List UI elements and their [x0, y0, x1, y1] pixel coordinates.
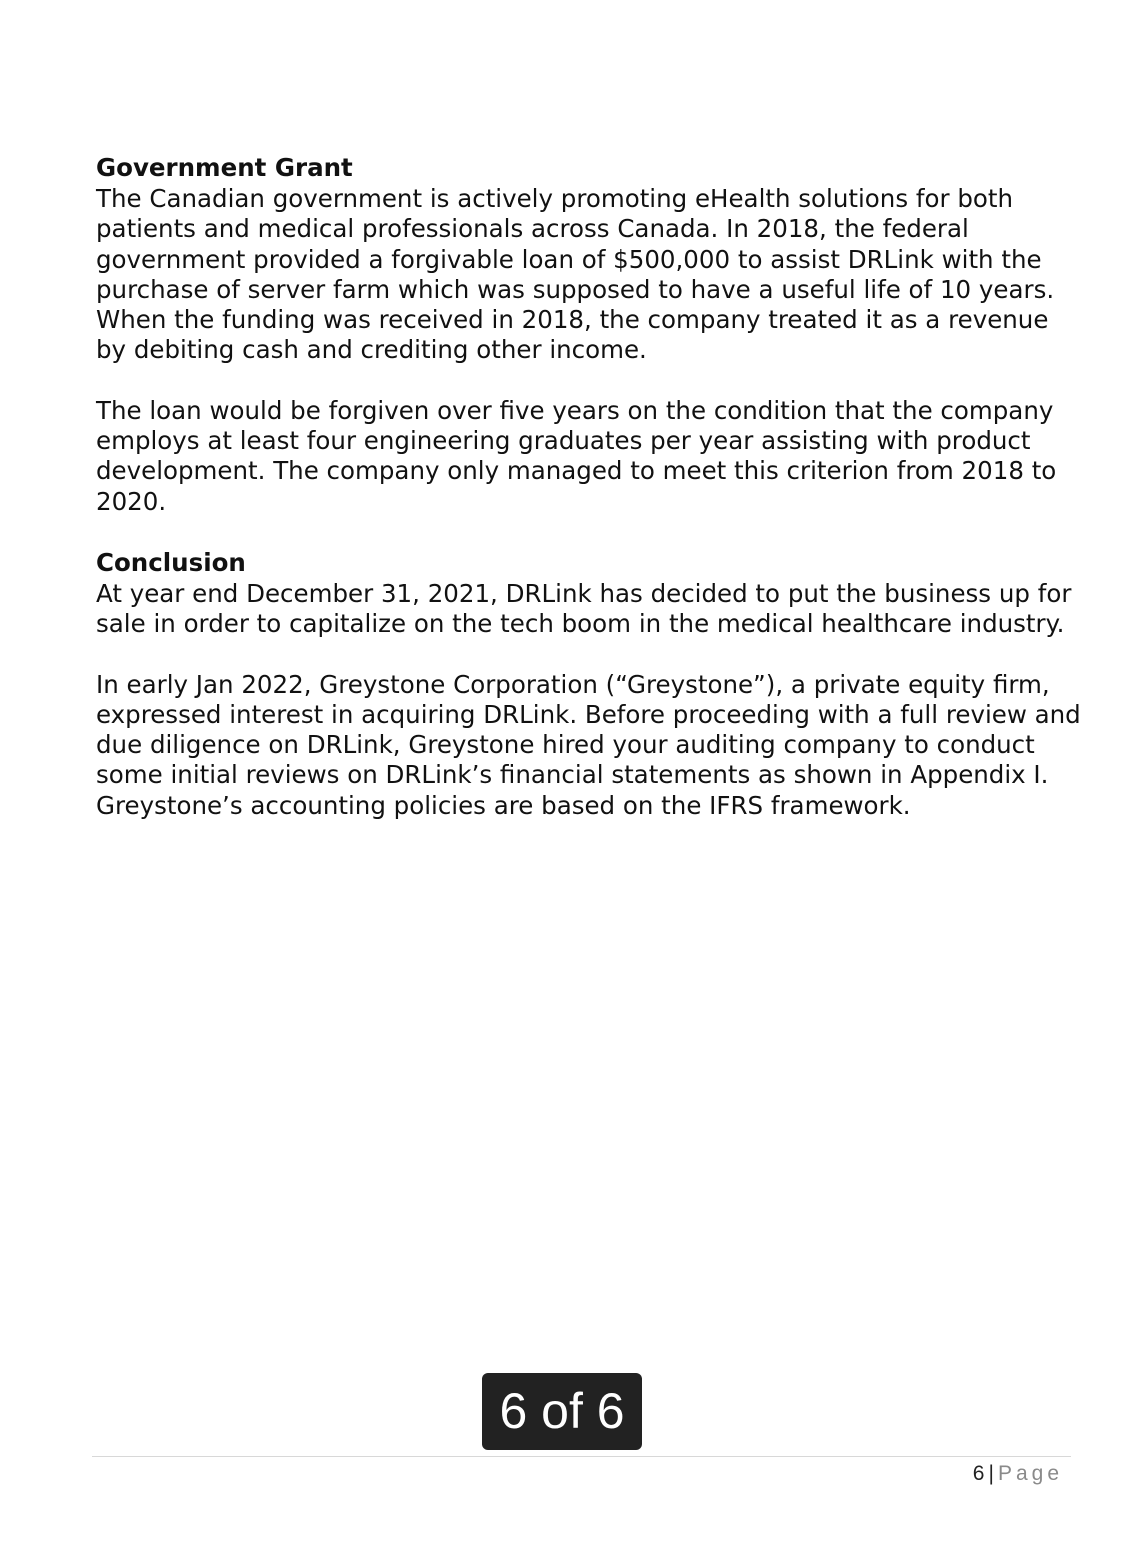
footer-separator: | [988, 1462, 994, 1485]
paragraph-grant-1: The Canadian government is actively promoting eHealth solutions for both patients and medical professionals across Canada. In 2018, the federal government provided a forgivable loan of $500,000 to assist DRLink with the purchase of server farm which was supposed to have a useful life of 10 years. When the funding was received in 2018, the company treated it as a revenue by debiting cash and crediting other income. [96, 184, 1055, 365]
paragraph-conclusion-1: At year end December 31, 2021, DRLink has decided to put the business up for sale in order to capitalize on the tech boom in the medical healthcare industry. [96, 578, 1072, 639]
paragraph-grant-2: The loan would be forgiven over five years on the condition that the company employs at least four engineering graduates per year assisting with product development. The company only managed to meet this criterion from 2018 to 2020. [96, 395, 1057, 516]
footer-divider [92, 1456, 1071, 1457]
footer-page-word: Page [997, 1462, 1063, 1485]
page-footer [973, 1460, 1063, 1488]
section-heading-conclusion: Conclusion [96, 547, 246, 577]
page-indicator-overlay: 6 of 6 [482, 1373, 642, 1450]
paragraph-conclusion-2: In early Jan 2022, Greystone Corporation (“Greystone”), a private equity firm, expressed interest in acquiring DRLink. Before proceeding with a full review and due diligence on DRLink, Greystone hired your auditing company to conduct some initial reviews on DRLink’s financial statements as shown in Appendix I. Greystone’s accounting policies are based on the IFRS framework. [96, 669, 1081, 820]
footer-page-number: 6 [972, 1462, 985, 1485]
section-heading-government-grant: Government Grant [96, 153, 353, 182]
document-body [96, 152, 1081, 821]
